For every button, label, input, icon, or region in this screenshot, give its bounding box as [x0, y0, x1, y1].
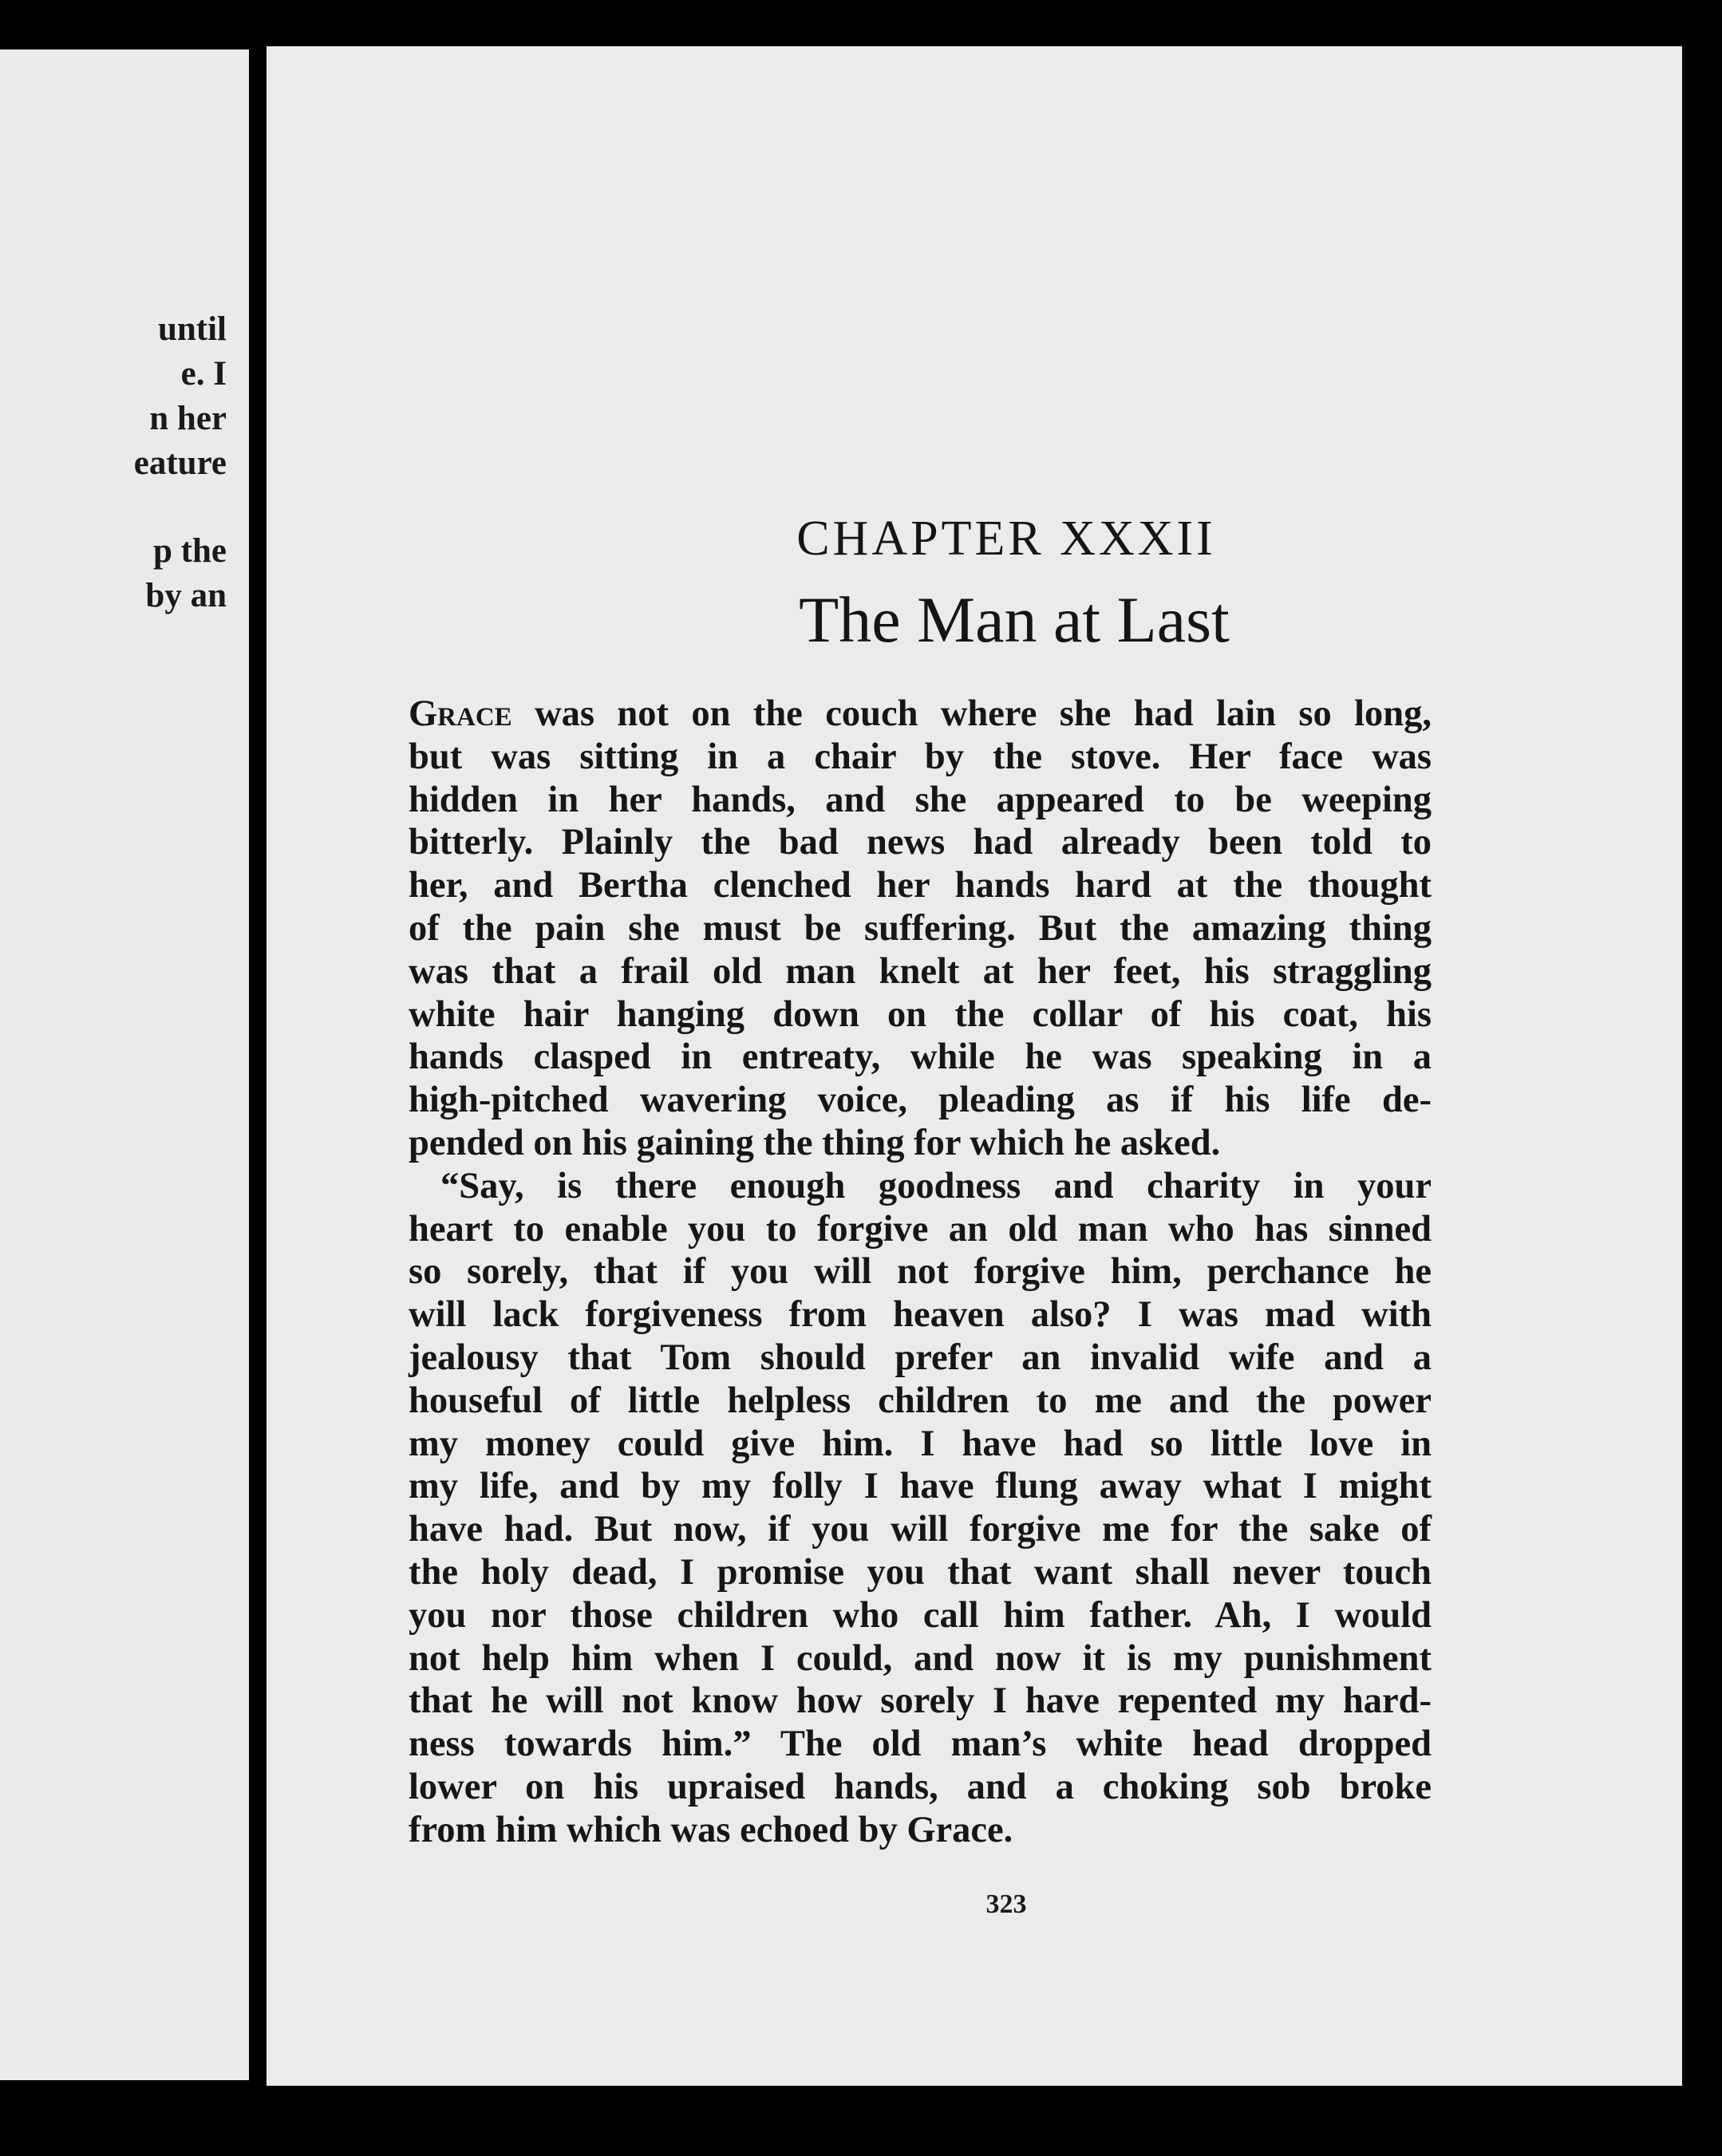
- text-line: but was sitting in a chair by the stove. Her face was: [409, 736, 1432, 777]
- text-line: hidden in her hands, and she appeared to be weeping: [409, 779, 1432, 820]
- text-line: high-pitched wavering voice, pleading as if his life de-: [409, 1080, 1432, 1121]
- text-line: my life, and by my folly I have flung away what I might: [409, 1466, 1432, 1507]
- left-page-fragment: until: [157, 310, 227, 348]
- text-line: white hair hanging down on the collar of his coat, his: [409, 993, 1432, 1035]
- text-line: houseful of little helpless children to me and the power: [409, 1380, 1432, 1421]
- text-line: heart to enable you to forgive an old man who has sinned: [409, 1208, 1432, 1250]
- left-page-fragment: e. I: [180, 355, 227, 393]
- text-line: have had. But now, if you will forgive me for the sake of: [409, 1509, 1432, 1550]
- text-line: will lack forgiveness from heaven also? I was mad with: [409, 1294, 1432, 1336]
- text-line: bitterly. Plainly the bad news had already been told to: [409, 822, 1432, 863]
- text-line: so sorely, that if you will not forgive him, perchance he: [409, 1251, 1432, 1293]
- text-line: not help him when I could, and now it is my punishment: [409, 1637, 1432, 1679]
- dropcap-word: Grace: [409, 693, 512, 734]
- text-line: “Say, is there enough goodness and charity in your: [440, 1165, 1432, 1206]
- left-page: [0, 49, 249, 2080]
- left-page-fragment: by an: [145, 577, 227, 614]
- text-line: my money could give him. I have had so little love in: [409, 1423, 1432, 1464]
- text-line: pended on his gaining the thing for which he asked.: [409, 1122, 1221, 1163]
- left-page-fragment: eature: [133, 444, 227, 482]
- text-line: that he will not know how sorely I have repented my hard-: [409, 1680, 1432, 1722]
- text-line: from him which was echoed by Grace.: [409, 1809, 1013, 1850]
- text-line: of the pain she must be suffering. But the amazing thing: [409, 907, 1432, 949]
- left-page-fragment: n her: [149, 400, 227, 437]
- chapter-body: [409, 693, 1432, 1852]
- text-line: lower on his upraised hands, and a choking sob broke: [409, 1766, 1432, 1807]
- text-line: the holy dead, I promise you that want shall never touch: [409, 1551, 1432, 1593]
- text-line: you nor those children who call him father. Ah, I would: [409, 1594, 1432, 1636]
- right-page: [267, 46, 1682, 2086]
- text-line: hands clasped in entreaty, while he was speaking in a: [409, 1037, 1432, 1078]
- text-line: Grace was not on the couch where she had lain so long,: [409, 693, 1432, 734]
- text-line: her, and Bertha clenched her hands hard at the thought: [409, 865, 1432, 906]
- chapter-heading: CHAPTER XXXII: [796, 511, 1216, 566]
- chapter-title: The Man at Last: [799, 583, 1230, 656]
- left-page-fragment: p the: [153, 532, 227, 570]
- page-number: 323: [985, 1889, 1027, 1919]
- text-line: was that a frail old man knelt at her feet, his straggling: [409, 950, 1432, 992]
- text-line: ness towards him.” The old man’s white head dropped: [409, 1724, 1432, 1765]
- text-line: jealousy that Tom should prefer an invalid wife and a: [409, 1337, 1432, 1378]
